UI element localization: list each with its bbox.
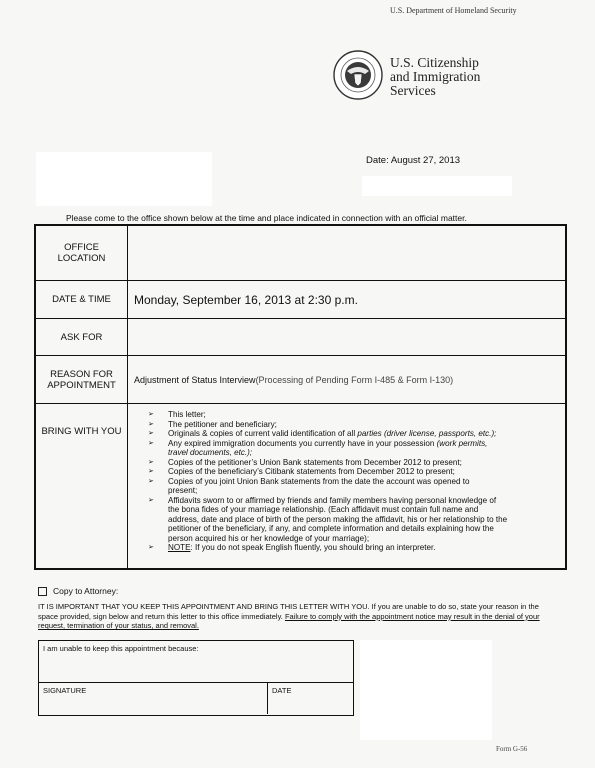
agency-line-2: and Immigration	[390, 69, 481, 84]
agency-name	[390, 56, 480, 98]
date-time-label: DATE & TIME	[36, 281, 128, 319]
department-name: U.S. Department of Homeland Security	[390, 6, 517, 15]
date-field[interactable]	[268, 683, 352, 714]
redacted-address-block	[36, 152, 212, 206]
copy-to-attorney-label: Copy to Attorney:	[53, 586, 119, 596]
copy-to-attorney-checkbox[interactable]	[38, 587, 47, 596]
office-location-value	[128, 226, 565, 281]
copy-to-attorney	[38, 586, 118, 596]
date-time-value: Monday, September 16, 2013 at 2:30 p.m.	[128, 281, 565, 319]
bring-item: ➢ The petitioner and beneficiary;	[148, 420, 557, 430]
reason-value	[128, 356, 565, 404]
letter-date: Date: August 27, 2013	[366, 155, 461, 166]
important-notice	[38, 602, 558, 631]
agency-line-1: U.S. Citizenship	[390, 55, 479, 70]
reason-detail: (Processing of Pending Form I-485 & Form I-130)	[255, 374, 454, 385]
intro-text: Please come to the office shown below at the time and place indicated in connection with an official matter.	[66, 213, 467, 223]
signature-label: SIGNATURE	[43, 686, 87, 695]
bring-item: ➢ Copies of the petitioner’s Union Bank statements from December 2012 to present;	[148, 458, 557, 468]
agency-line-3: Services	[390, 83, 436, 98]
dhs-seal-icon	[333, 50, 383, 100]
signature-block	[38, 640, 354, 716]
bring-item: ➢ Any expired immigration documents you currently have in your possession (work permits, travel documents, etc.);	[148, 439, 557, 458]
date-label: DATE	[272, 686, 292, 695]
unable-reason-field[interactable]	[39, 641, 353, 683]
reason-label: REASON FOR APPOINTMENT	[36, 356, 128, 404]
bring-label: BRING WITH YOU	[36, 404, 128, 568]
bring-list	[128, 404, 565, 568]
unable-reason-label: I am unable to keep this appointment because:	[43, 644, 199, 653]
important-notice-warning: Failure to comply with the appointment notice may result in the denial of your request, termination of your status, and removal.	[38, 611, 540, 631]
bring-item: ➢ Affidavits sworn to or affirmed by friends and family members having personal knowledge of the bona fides of your marriage relationship. (Each affidavit must contain full name and address, date and place of birth of the person making the affidavit, his or her relationship to the petitioner of the beneficiary, if any, and complete information and details explaining how the person acquired his or her knowledge of your marriage);	[148, 496, 557, 544]
redacted-reference-block	[362, 176, 512, 196]
bring-item: ➢ This letter;	[148, 410, 557, 420]
redacted-stamp-area	[360, 640, 492, 740]
form-number: Form G-56	[496, 745, 528, 753]
ask-for-label: ASK FOR	[36, 319, 128, 356]
important-notice-text: IT IS IMPORTANT THAT YOU KEEP THIS APPOINTMENT AND BRING THIS LETTER WITH YOU. If you are unable to do so, state your reason in the space provided, sign below and return this letter to this office immediately.	[38, 602, 539, 621]
bring-item: ➢ Originals & copies of current valid identification of all parties (driver license, passports, etc.);	[148, 429, 557, 439]
bring-item: ➢ NOTE: If you do not speak English fluently, you should bring an interpreter.	[148, 543, 557, 553]
appointment-table	[34, 224, 567, 570]
ask-for-value	[128, 319, 565, 356]
bring-item: ➢ Copies of the beneficiary’s Citibank statements from December 2012 to present;	[148, 467, 557, 477]
signature-field[interactable]	[39, 683, 268, 714]
reason-main: Adjustment of Status Interview	[134, 374, 256, 385]
bring-item: ➢ Copies of you joint Union Bank statements from the date the account was opened to present;	[148, 477, 557, 496]
office-location-label: OFFICE LOCATION	[36, 226, 128, 281]
